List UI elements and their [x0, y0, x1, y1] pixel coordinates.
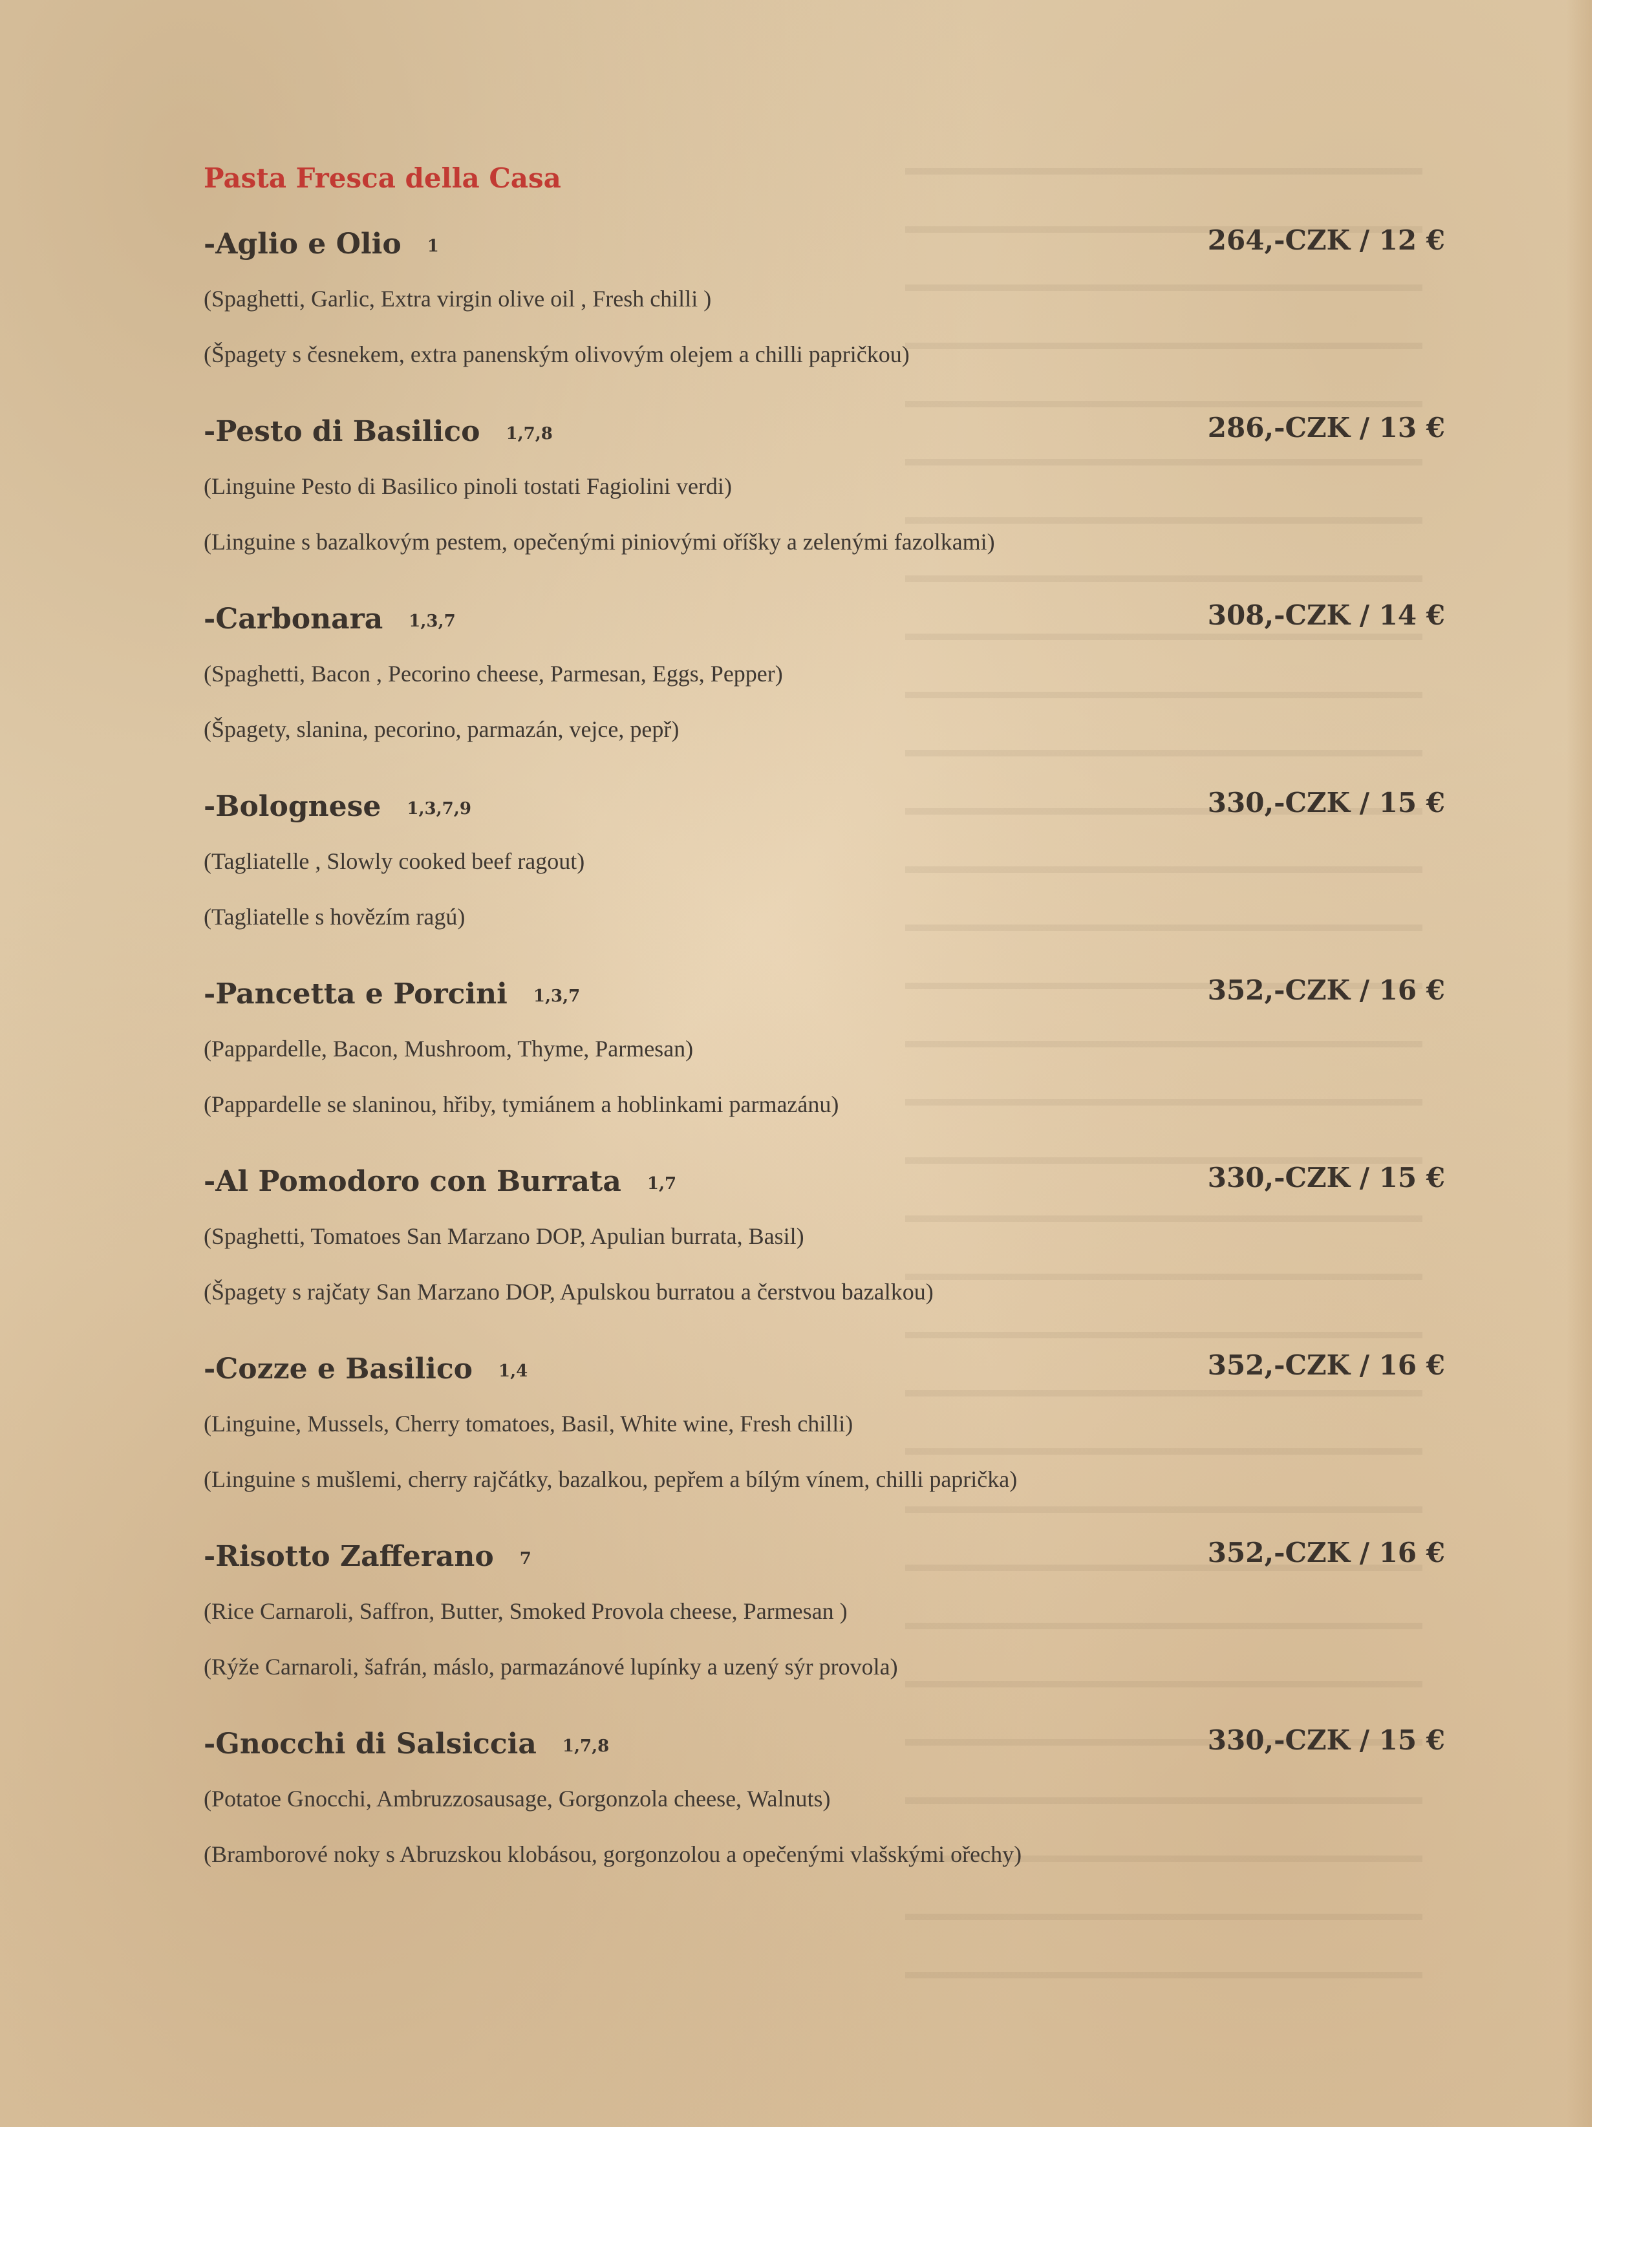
paper-edge	[1566, 0, 1592, 2127]
dish-description-cz: (Tagliatelle s hovězím ragú)	[204, 904, 466, 930]
dish-name-text: -Bolognese	[204, 790, 381, 823]
dish-description-en: (Pappardelle, Bacon, Mushroom, Thyme, Parmesan)	[204, 1036, 694, 1062]
section-title: Pasta Fresca della Casa	[204, 162, 561, 194]
allergen-codes: 1,3,7,9	[407, 798, 471, 818]
menu-item-header	[204, 1537, 1445, 1589]
dish-price: 264,-CZK / 12 €	[1207, 224, 1445, 256]
dish-description-en: (Linguine Pesto di Basilico pinoli tostati Fagiolini verdi)	[204, 473, 732, 499]
dish-price: 330,-CZK / 15 €	[1207, 1162, 1445, 1193]
dish-name-text: -Gnocchi di Salsiccia	[204, 1728, 537, 1760]
allergen-codes: 1,3,7	[533, 986, 581, 1006]
dish-name-text: -Pesto di Basilico	[204, 415, 480, 448]
dish-name-text: -Al Pomodoro con Burrata	[204, 1165, 621, 1198]
menu-item-header	[204, 787, 1445, 839]
dish-description-cz: (Špagety s rajčaty San Marzano DOP, Apulskou burratou a čerstvou bazalkou)	[204, 1279, 934, 1305]
allergen-codes: 1,3,7	[409, 611, 456, 631]
dish-description-cz: (Linguine s bazalkovým pestem, opečenými piniovými oříšky a zelenými fazolkami)	[204, 529, 995, 555]
allergen-codes: 1	[427, 236, 439, 256]
dish-description-cz: (Rýže Carnaroli, šafrán, máslo, parmazánové lupínky a uzený sýr provola)	[204, 1654, 898, 1680]
menu-item	[204, 1350, 1445, 1537]
dish-description-en: (Linguine, Mussels, Cherry tomatoes, Basil, White wine, Fresh chilli)	[204, 1411, 853, 1437]
dish-price: 330,-CZK / 15 €	[1207, 1724, 1445, 1756]
dish-price: 352,-CZK / 16 €	[1207, 1537, 1445, 1568]
dish-name-text: -Carbonara	[204, 603, 383, 636]
dish-price: 352,-CZK / 16 €	[1207, 974, 1445, 1006]
dish-description-en: (Spaghetti, Tomatoes San Marzano DOP, Apulian burrata, Basil)	[204, 1223, 804, 1249]
dish-price: 330,-CZK / 15 €	[1207, 787, 1445, 818]
dish-description-cz: (Pappardelle se slaninou, hřiby, tymiánem a hoblinkami parmazánu)	[204, 1091, 839, 1117]
allergen-codes: 7	[519, 1548, 531, 1568]
menu-content	[204, 162, 1445, 1912]
menu-item	[204, 975, 1445, 1162]
dish-price: 352,-CZK / 16 €	[1207, 1349, 1445, 1381]
dish-description-en: (Spaghetti, Garlic, Extra virgin olive oil , Fresh chilli )	[204, 286, 712, 312]
dish-name	[204, 225, 439, 266]
menu-item-header	[204, 1725, 1445, 1777]
dish-description-en: (Rice Carnaroli, Saffron, Butter, Smoked Provola cheese, Parmesan )	[204, 1598, 848, 1624]
dish-name-text: -Cozze e Basilico	[204, 1353, 473, 1385]
menu-item	[204, 412, 1445, 600]
dish-price: 286,-CZK / 13 €	[1207, 412, 1445, 444]
menu-item-header	[204, 975, 1445, 1027]
dish-description-cz: (Bramborové noky s Abruzskou klobásou, gorgonzolou a opečenými vlašskými ořechy)	[204, 1841, 1022, 1867]
dish-name	[204, 412, 553, 453]
menu-item	[204, 787, 1445, 975]
dish-name	[204, 1725, 609, 1766]
menu-item	[204, 600, 1445, 787]
dish-description-cz: (Linguine s mušlemi, cherry rajčátky, bazalkou, pepřem a bílým vínem, chilli paprička)	[204, 1466, 1018, 1492]
dish-name-text: -Pancetta e Porcini	[204, 978, 508, 1011]
menu-item	[204, 1537, 1445, 1725]
dish-name-text: -Risotto Zafferano	[204, 1540, 494, 1573]
dish-name	[204, 787, 471, 828]
dish-description-en: (Spaghetti, Bacon , Pecorino cheese, Parmesan, Eggs, Pepper)	[204, 661, 783, 687]
allergen-codes: 1,4	[498, 1361, 528, 1381]
menu-item	[204, 1725, 1445, 1912]
dish-name	[204, 600, 456, 641]
dish-price: 308,-CZK / 14 €	[1207, 599, 1445, 631]
menu-item-header	[204, 225, 1445, 277]
menu-item	[204, 225, 1445, 412]
dish-description-cz: (Špagety s česnekem, extra panenským olivovým olejem a chilli papričkou)	[204, 341, 910, 367]
allergen-codes: 1,7	[647, 1173, 677, 1193]
menu-item	[204, 1162, 1445, 1350]
dish-description-en: (Potatoe Gnocchi, Ambruzzosausage, Gorgonzola cheese, Walnuts)	[204, 1786, 831, 1812]
allergen-codes: 1,7,8	[506, 423, 553, 444]
dish-name	[204, 1162, 676, 1203]
dish-description-cz: (Špagety, slanina, pecorino, parmazán, vejce, pepř)	[204, 716, 680, 742]
menu-item-header	[204, 412, 1445, 464]
menu-item-header	[204, 1162, 1445, 1214]
dish-description-en: (Tagliatelle , Slowly cooked beef ragout)	[204, 848, 585, 874]
allergen-codes: 1,7,8	[562, 1736, 610, 1756]
dish-name	[204, 1537, 531, 1578]
dish-name	[204, 1350, 528, 1391]
menu-item-header	[204, 1350, 1445, 1402]
menu-item-header	[204, 600, 1445, 652]
dish-name-text: -Aglio e Olio	[204, 228, 402, 261]
dish-name	[204, 975, 580, 1016]
